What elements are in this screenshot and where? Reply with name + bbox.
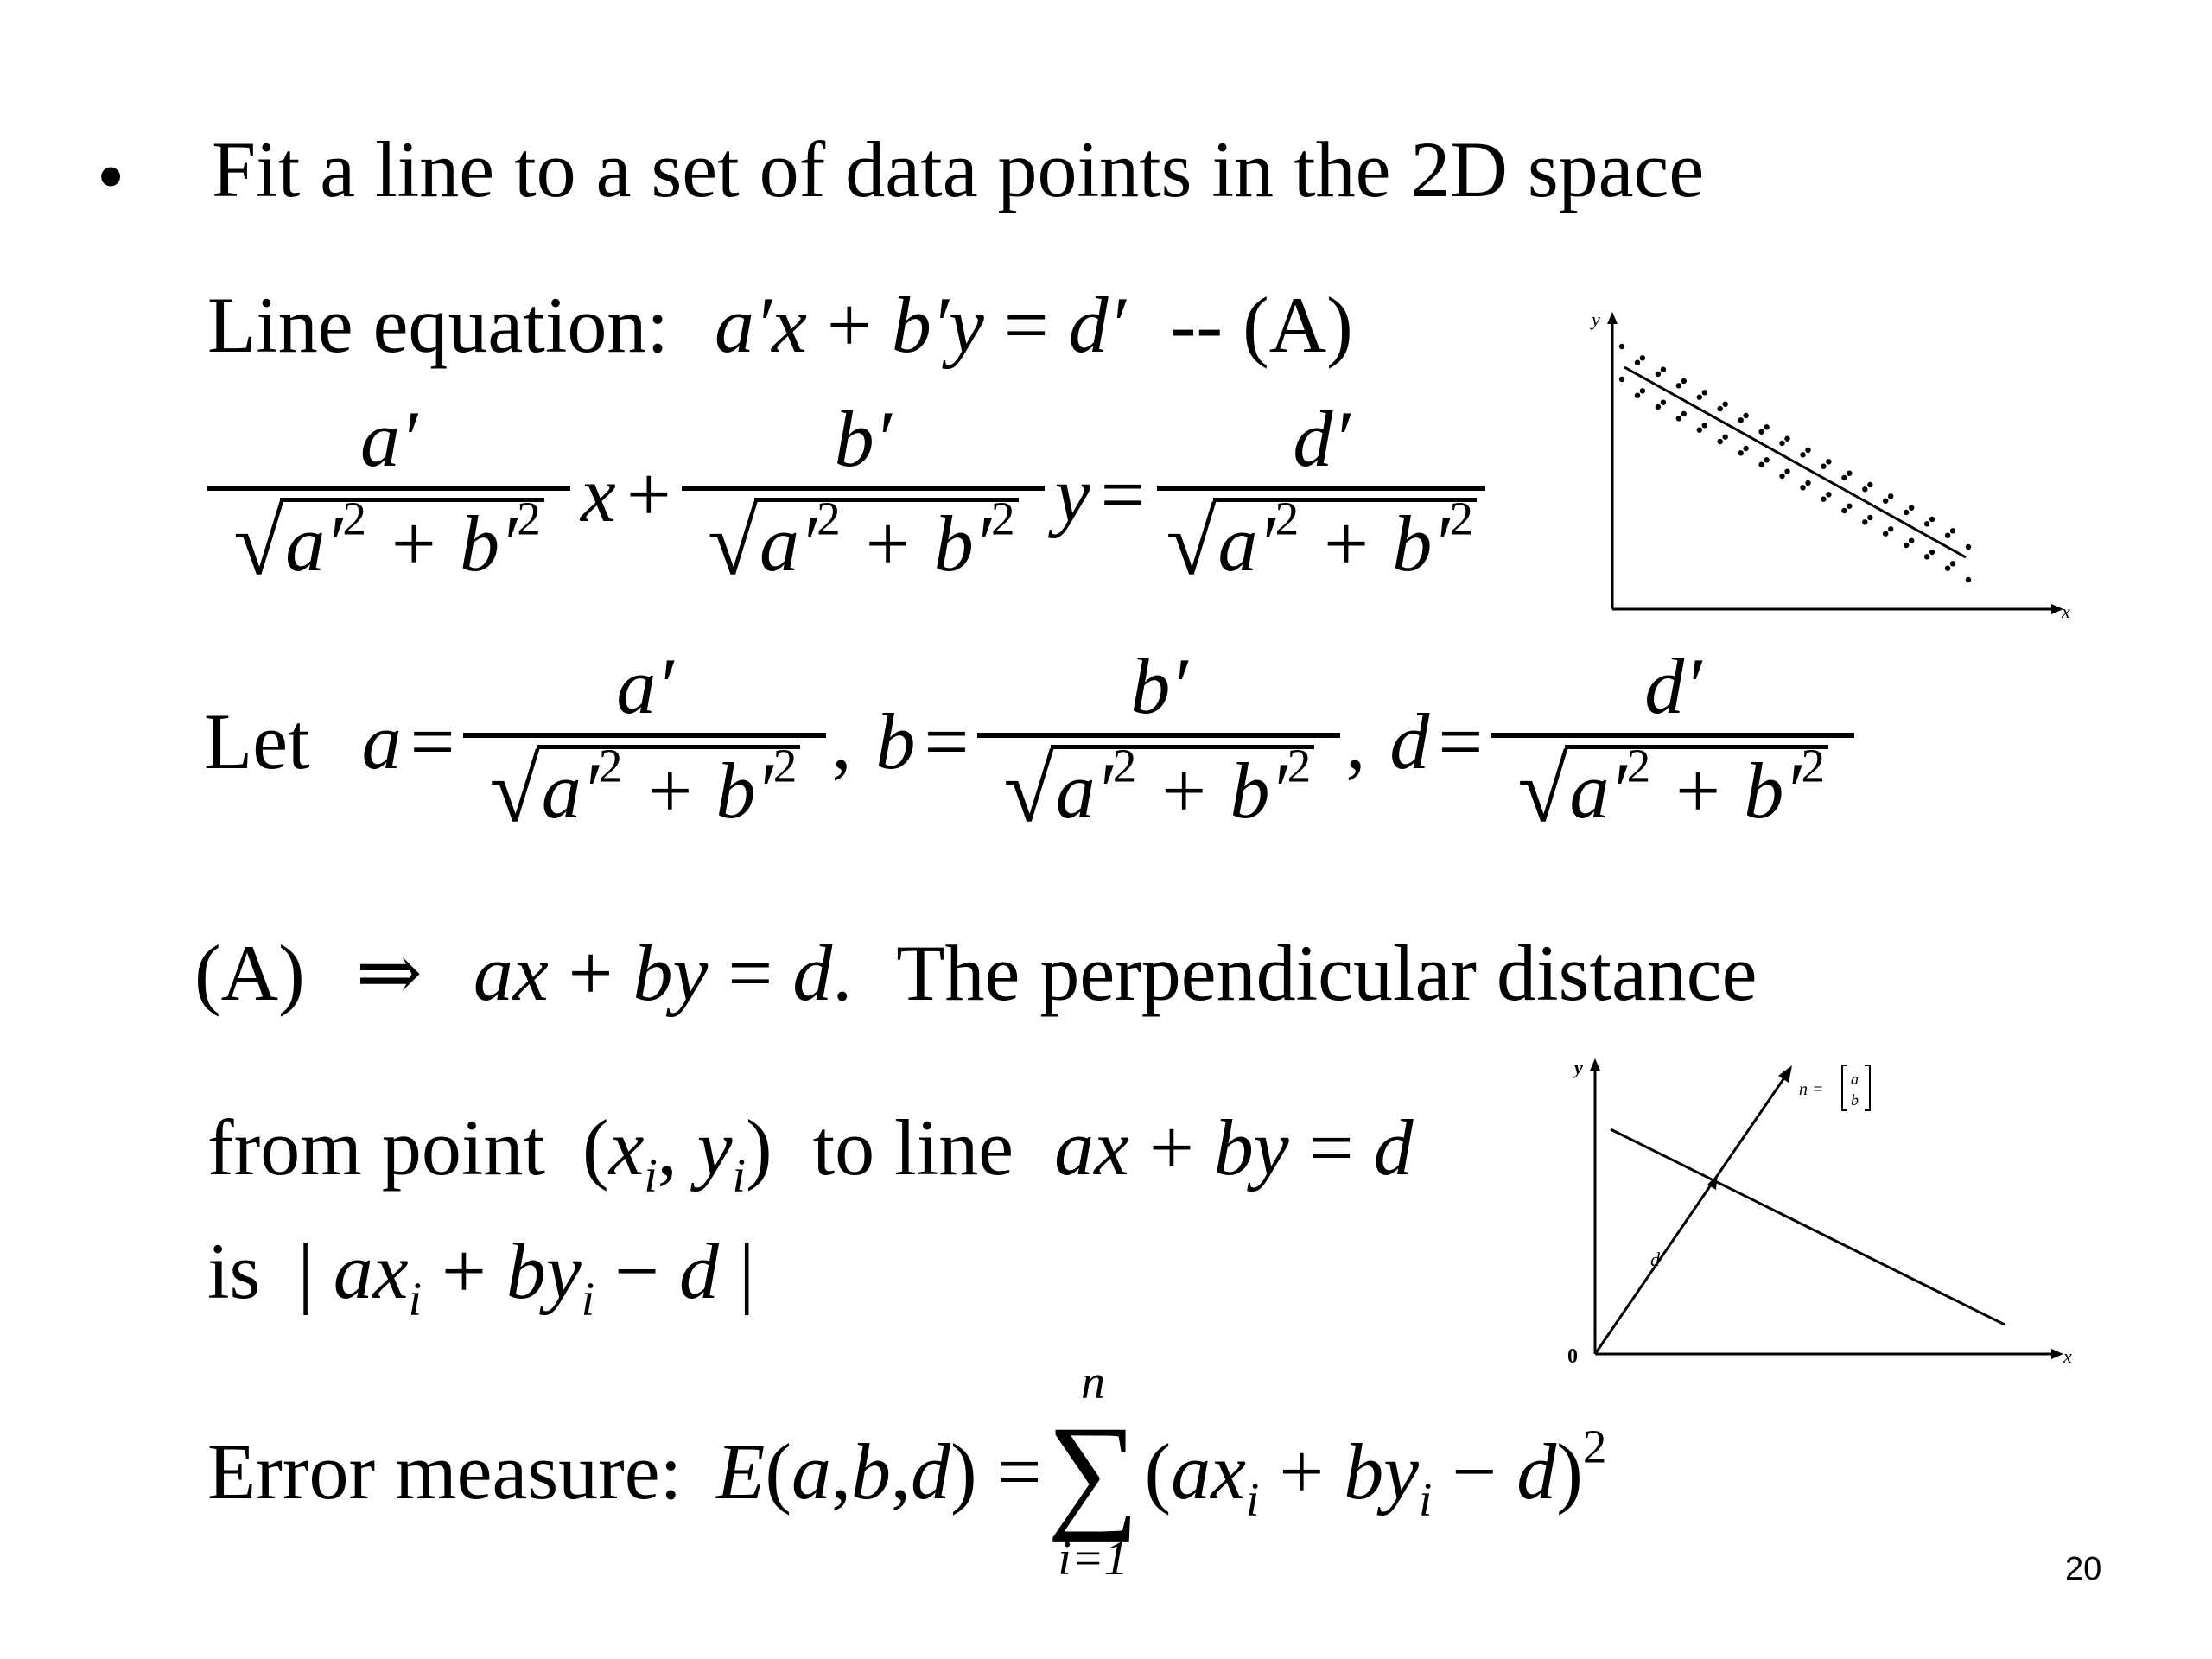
data-point — [1966, 544, 1971, 550]
data-point — [1888, 526, 1893, 531]
data-point — [1950, 528, 1955, 533]
normal-y-arrow-icon — [1590, 1058, 1600, 1071]
data-point — [1966, 577, 1971, 582]
definition-d: d′ √ $a'^2 + b'^2$ — [1491, 646, 1854, 836]
sum-upper-limit: n — [1081, 1356, 1106, 1409]
summation — [1047, 1357, 1140, 1586]
fraction-a-prime: a′ √ $a'^2 + b'^2$ — [207, 399, 570, 589]
data-point — [1697, 395, 1702, 400]
data-point — [1656, 404, 1661, 410]
data-point — [1661, 367, 1666, 372]
data-point — [1867, 482, 1872, 487]
line-equation-label: Line equation: — [207, 281, 669, 369]
from-point-middle: to line — [812, 1103, 1014, 1192]
data-point — [1826, 459, 1831, 464]
normal-component-b: b — [1851, 1091, 1859, 1109]
error-measure-label: Error measure: — [207, 1427, 683, 1516]
data-point — [1723, 402, 1728, 407]
data-point — [1862, 519, 1867, 524]
data-point — [1847, 471, 1852, 476]
normal-y-label: y — [1574, 1057, 1583, 1078]
sigma-symbol: ∑ — [1046, 1399, 1140, 1543]
data-point — [1738, 450, 1744, 455]
data-point — [1619, 377, 1624, 382]
data-point — [1702, 390, 1707, 395]
fraction-d-prime: d′ √ $a'^2 + b'^2$ — [1157, 399, 1485, 589]
definition-a: a′ √ $a'^2 + b'^2$ — [463, 646, 826, 836]
line-formula: ax + by = d — [1054, 1103, 1414, 1192]
data-point — [1904, 510, 1909, 515]
page-number: 20 — [2065, 1551, 2102, 1587]
data-point — [1867, 515, 1872, 520]
line-equation-tag: -- (A) — [1169, 281, 1353, 369]
normal-vector — [1595, 1074, 1787, 1354]
data-point — [1841, 508, 1847, 513]
data-point — [1640, 388, 1645, 393]
sum-lower-limit: i=1 — [1058, 1532, 1128, 1586]
bullet-symbol: • — [97, 132, 125, 220]
data-point — [1656, 372, 1661, 377]
data-point — [1909, 538, 1914, 543]
data-point — [1619, 344, 1624, 349]
scatter-y-arrow-icon — [1607, 312, 1618, 324]
data-point — [1909, 505, 1914, 511]
data-point — [1635, 393, 1640, 398]
data-point — [1758, 462, 1764, 467]
target-line — [1611, 1129, 2005, 1325]
data-point — [1805, 480, 1810, 486]
data-point — [1784, 436, 1789, 442]
data-point — [1697, 428, 1702, 433]
data-point — [1676, 416, 1681, 421]
data-point — [1888, 493, 1893, 499]
data-point — [1718, 406, 1723, 411]
data-point — [1718, 439, 1723, 444]
data-point — [1821, 497, 1826, 502]
data-point — [1950, 561, 1955, 566]
fraction-b-prime: b′ √ $a'^2 + b'^2$ — [682, 399, 1045, 589]
data-point — [1681, 378, 1687, 384]
data-point — [1883, 499, 1888, 504]
data-point — [1779, 441, 1784, 446]
normalized-equation: a′ √ $a'^2 + b'^2$ x + b′ √ $a'^2 + b'^2$ y = d′ √ $a'^2 + b'^2$ — [207, 399, 1485, 589]
data-point — [1738, 417, 1744, 423]
from-point-prefix: from point — [207, 1103, 545, 1192]
data-point — [1805, 448, 1810, 453]
error-measure: Error measure: E (a,b,d) = n ∑ i=1 $(ax_i + by_i - d)^2$ — [207, 1356, 1607, 1586]
data-point — [1779, 474, 1784, 479]
data-point — [1800, 452, 1805, 457]
implication-formula: ax + by = d. — [473, 929, 853, 1017]
line-equation-formula: a′x + b′y = d′ — [714, 281, 1126, 369]
data-point — [1929, 517, 1935, 522]
data-point — [1847, 504, 1852, 509]
let-label: Let — [204, 696, 310, 785]
scatter-fit-figure — [1573, 307, 2074, 626]
data-point — [1702, 423, 1707, 428]
data-point — [1945, 533, 1950, 538]
fitted-line — [1624, 367, 1966, 557]
implication-line — [194, 929, 1758, 1017]
scatter-y-label: y — [1592, 308, 1600, 330]
origin-label: 0 — [1567, 1345, 1578, 1368]
data-point — [1929, 550, 1935, 555]
data-point — [1841, 475, 1847, 480]
point-notation: ($x_i$, $y_i$) — [582, 1103, 772, 1202]
scatter-x-label: x — [2062, 601, 2070, 622]
data-point — [1640, 355, 1645, 360]
distance-label: d — [1650, 1249, 1660, 1270]
distance-formula: | $ax_i + by_i - d$ | — [297, 1227, 755, 1325]
is-prefix: is — [207, 1227, 261, 1315]
data-point — [1723, 435, 1728, 440]
data-point — [1661, 400, 1666, 405]
normal-bracket-left — [1842, 1065, 1847, 1110]
normal-bracket-right — [1865, 1065, 1870, 1110]
line-equation — [207, 281, 1353, 369]
data-point — [1924, 554, 1929, 559]
data-point — [1764, 424, 1769, 429]
data-point — [1924, 521, 1929, 526]
data-point — [1800, 485, 1805, 490]
bullet-text: Fit a line to a set of data points in the 2D space — [212, 125, 1705, 213]
normal-x-arrow-icon — [2051, 1349, 2063, 1359]
data-point — [1635, 360, 1640, 365]
data-point — [1676, 383, 1681, 388]
data-point — [1784, 469, 1789, 474]
data-point — [1883, 531, 1888, 537]
normal-vector-figure — [1555, 1050, 2074, 1378]
normal-x-label: x — [2063, 1345, 2072, 1367]
data-point — [1758, 429, 1764, 435]
definition-b: b′ √ $a'^2 + b'^2$ — [977, 646, 1340, 836]
normal-vector-arrow-icon — [1778, 1065, 1792, 1083]
implication-text: The perpendicular distance — [896, 929, 1758, 1017]
normal-label: n = — [1799, 1080, 1824, 1099]
normal-component-a: a — [1851, 1071, 1859, 1088]
implication-prefix: (A) — [194, 929, 305, 1017]
implication-arrow: ⇒ — [355, 929, 423, 1017]
data-point — [1743, 413, 1748, 418]
let-definitions: Let a = a′ √ $a'^2 + b'^2$ , b = b′ √ $a'^2 + b'^2$ , d = d′ √ $a'^2 + b'^2$ — [204, 646, 1854, 836]
data-point — [1826, 492, 1831, 497]
data-point — [1743, 446, 1748, 451]
data-point — [1681, 411, 1687, 416]
data-point — [1764, 457, 1769, 462]
data-point — [1821, 464, 1826, 469]
data-point — [1945, 566, 1950, 571]
data-point — [1862, 486, 1867, 492]
distance-line — [207, 1227, 755, 1325]
data-point — [1904, 543, 1909, 548]
from-point-line — [207, 1103, 1414, 1202]
